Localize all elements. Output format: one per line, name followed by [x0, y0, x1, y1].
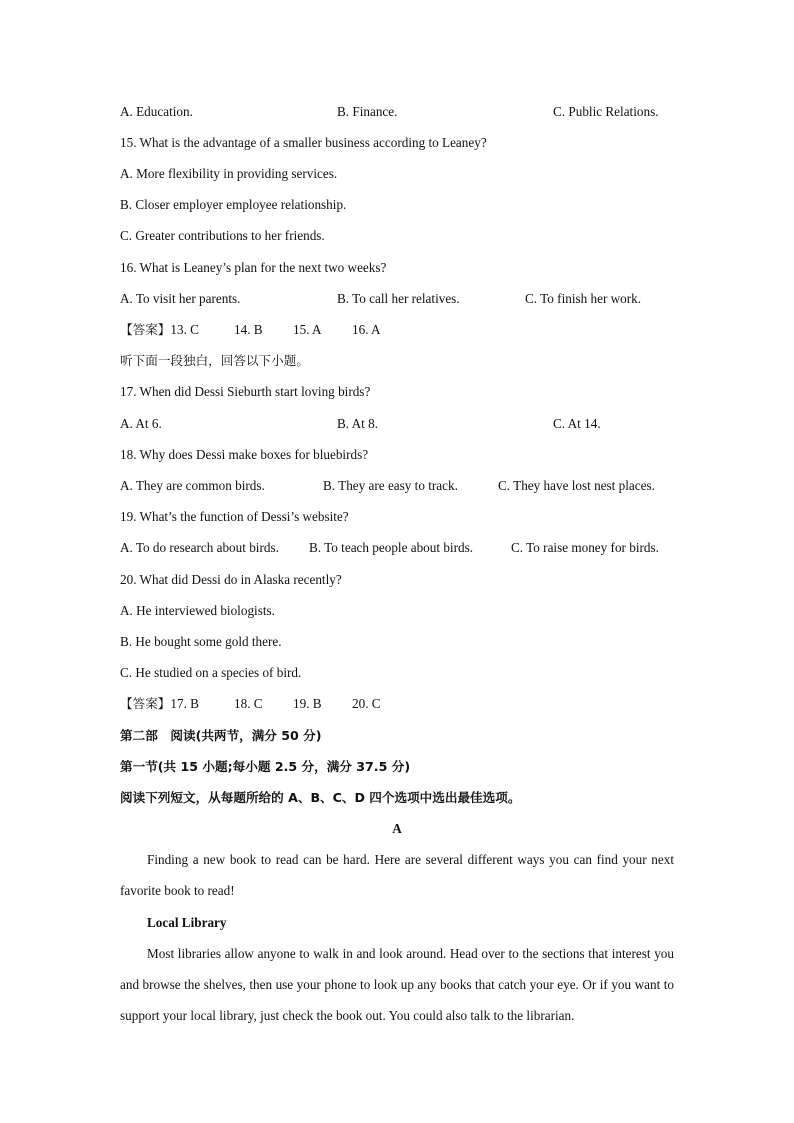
q18-option-b: B. They are easy to track.: [323, 478, 458, 493]
section-intro: 听下面一段独白，回答以下小题。: [120, 353, 309, 368]
q16-question: 16. What is Leaney’s plan for the next two weeks?: [120, 260, 387, 275]
q20-option-a: A. He interviewed biologists.: [120, 603, 275, 618]
answer-item: 19. B: [293, 696, 322, 711]
passage-letter: A: [392, 821, 402, 836]
q14-option-b: B. Finance.: [337, 104, 398, 119]
q20-option-c: C. He studied on a species of bird.: [120, 665, 302, 680]
answer-label: 【答案】: [120, 322, 171, 337]
q15-option-b: B. Closer employer employee relationship.: [120, 197, 347, 212]
q16-option-c: C. To finish her work.: [525, 291, 642, 306]
q18-option-a: A. They are common birds.: [120, 478, 265, 493]
q16-option-b: B. To call her relatives.: [337, 291, 460, 306]
q19-question: 19. What’s the function of Dessi’s website?: [120, 509, 349, 524]
q15-question: 15. What is the advantage of a smaller business according to Leaney?: [120, 135, 487, 150]
q15-option-a: A. More flexibility in providing services.: [120, 166, 338, 181]
section1-title: 第一节(共 15 小题;每小题 2.5 分，满分 37.5 分): [120, 759, 411, 774]
answer-key-2: [120, 695, 381, 713]
paragraph-text: Most libraries allow anyone to walk in and look around. Head over to the sections that interest you and browse the shelves, then use your phone to look up any books that catch your eye. Or if you want to support your local library, just check the book out. You could also talk to the librarian.: [120, 946, 674, 1023]
answer-item: 18. C: [234, 696, 263, 711]
q18-question: 18. Why does Dessi make boxes for bluebirds?: [120, 447, 369, 462]
q20-question: 20. What did Dessi do in Alaska recently?: [120, 572, 342, 587]
q17-option-a: A. At 6.: [120, 416, 162, 431]
answer-item: 20. C: [352, 696, 381, 711]
passage-paragraph-2: [120, 938, 674, 1031]
q17-option-c: C. At 14.: [553, 416, 601, 431]
q18-option-c: C. They have lost nest places.: [498, 478, 655, 493]
answer-item: 14. B: [234, 322, 263, 337]
q19-option-a: A. To do research about birds.: [120, 540, 279, 555]
subheading-local-library: Local Library: [147, 915, 227, 930]
part2-title: 第二部 阅读(共两节，满分 50 分): [120, 728, 322, 743]
q20-option-b: B. He bought some gold there.: [120, 634, 282, 649]
passage-paragraph-1: [120, 844, 674, 906]
answer-label: 【答案】: [120, 696, 171, 711]
answer-item: 15. A: [293, 322, 322, 337]
q19-option-c: C. To raise money for birds.: [511, 540, 659, 555]
q14-option-c: C. Public Relations.: [553, 104, 659, 119]
answer-key-1: [120, 321, 381, 339]
answer-item: 13. C: [170, 322, 199, 337]
q16-option-a: A. To visit her parents.: [120, 291, 241, 306]
paragraph-text: Finding a new book to read can be hard. Here are several different ways you can find your next favorite book to read!: [120, 852, 674, 898]
q14-option-a: A. Education.: [120, 104, 193, 119]
answer-item: 17. B: [170, 696, 199, 711]
q17-question: 17. When did Dessi Sieburth start loving birds?: [120, 384, 371, 399]
reading-instructions: 阅读下列短文，从每题所给的 A、B、C、D 四个选项中选出最佳选项。: [120, 790, 521, 805]
q17-option-b: B. At 8.: [337, 416, 379, 431]
q19-option-b: B. To teach people about birds.: [309, 540, 474, 555]
answer-item: 16. A: [352, 322, 381, 337]
q15-option-c: C. Greater contributions to her friends.: [120, 228, 325, 243]
